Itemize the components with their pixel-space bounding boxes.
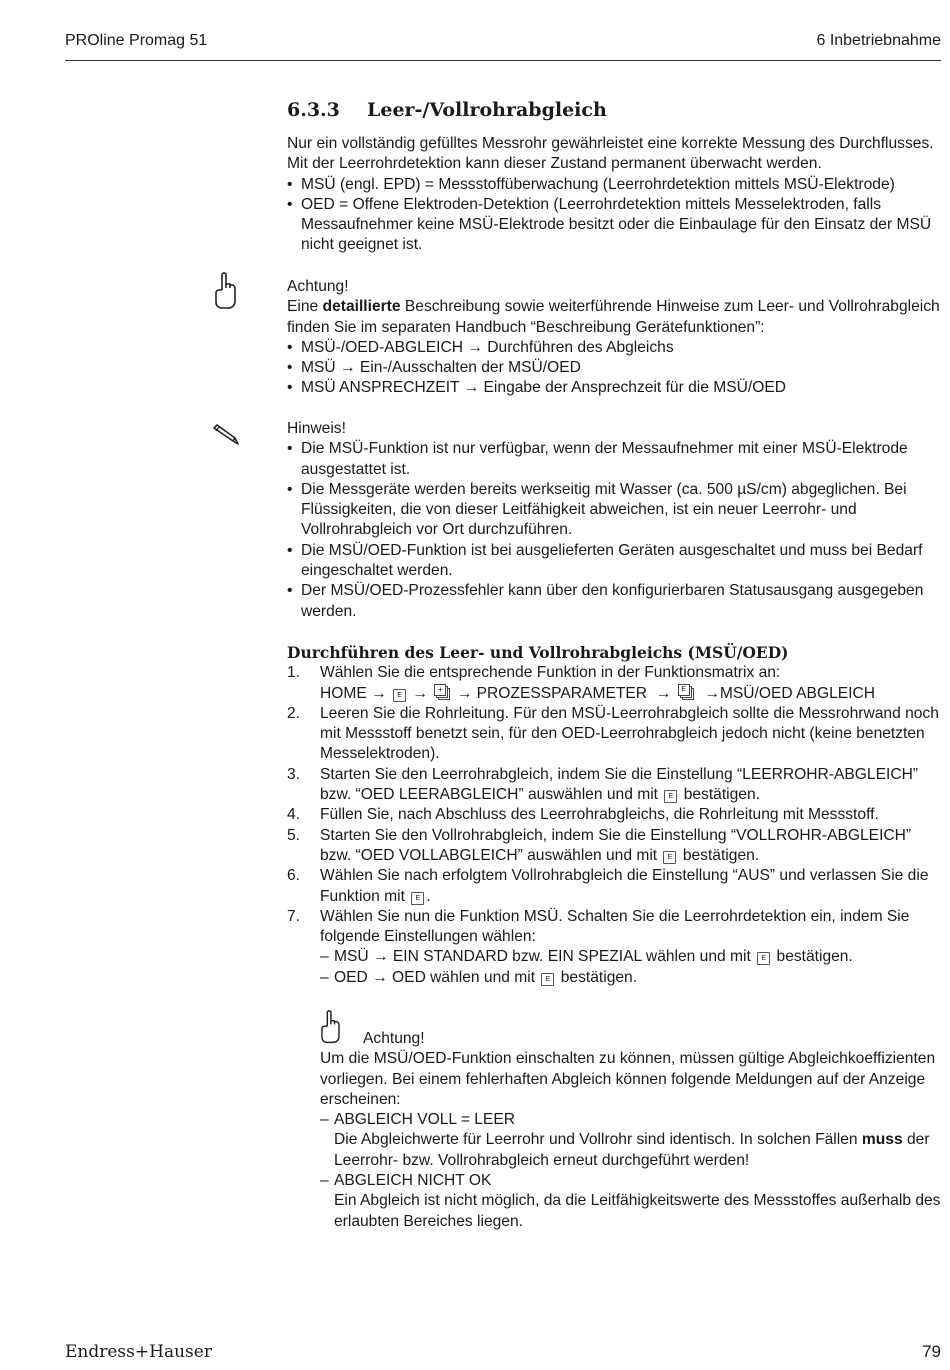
section-number: 6.3.3	[287, 99, 340, 121]
note-bullets	[287, 439, 942, 622]
step-4: 4. Füllen Sie, nach Abschluss des Leerrohrabgleichs, die Rohrleitung mit Messstoff.	[287, 806, 879, 824]
procedure-block	[287, 643, 942, 988]
list-item: • MSÜ-/OED-ABGLEICH → Durchführen des Abgleichs	[287, 338, 942, 358]
caution-label: Achtung!	[363, 1030, 425, 1047]
step-7: 7. Wählen Sie nun die Funktion MSÜ. Schalten Sie die Leerrohrdetektion ein, indem Sie folgende Einstellungen wählen: – MSÜ → EIN STANDARD bzw. EIN SPEZIAL wählen und mit E bestätigen. – OED → OED wählen und mit E bestätigen.	[287, 907, 942, 988]
note-label: Hinweis!	[287, 420, 346, 437]
caution-text: Eine detaillierte Beschreibung sowie weiterführende Hinweise zum Leer- und Vollrohrabgleich finden Sie im separaten Handbuch “Beschreibung Gerätefunktionen”:	[287, 298, 940, 336]
list-item: • Der MSÜ/OED-Prozessfehler kann über den konfigurierbaren Statusausgang ausgegeben werden.	[287, 581, 942, 622]
enter-key-icon: E	[393, 689, 406, 702]
pencil-icon	[211, 424, 241, 446]
intro-bullets	[287, 175, 942, 256]
dash-item: – ABGLEICH VOLL = LEER	[320, 1110, 942, 1130]
list-item: • MSÜ (engl. EPD) = Messstoffüberwachung (Leerrohrdetektion mittels MSÜ-Elektrode)	[287, 175, 942, 195]
enter-key-icon: E	[663, 851, 676, 864]
header-chapter: 6 Inbetriebnahme	[816, 32, 941, 49]
dash-item: – MSÜ → EIN STANDARD bzw. EIN SPEZIAL wählen und mit E bestätigen.	[320, 947, 942, 967]
dash-item: – ABGLEICH NICHT OK	[320, 1171, 942, 1191]
intro-text: Nur ein vollständig gefülltes Messrohr gewährleistet eine korrekte Messung des Durchflusses. Mit der Leerrohrdetektion kann dieser Zustand permanent überwacht werden.	[287, 135, 934, 173]
menu-path: HOME → E → + → PROZESSPARAMETER → E →MSÜ/OED ABGLEICH	[320, 684, 876, 702]
footer-company: Endress+Hauser	[65, 1342, 212, 1362]
list-item: • OED = Offene Elektroden-Detektion (Leerrohrdetektion mittels Messelektroden, falls Messaufnehmer keine MSÜ-Elektrode besitzt oder die Einbaulage für den Einsatz der MSÜ nicht geeignet ist.	[287, 195, 942, 256]
caution-block-2	[320, 1029, 942, 1232]
plus-key-stack-icon: +	[434, 685, 450, 699]
list-item: • Die MSÜ/OED-Funktion ist bei ausgelieferten Geräten ausgeschaltet und muss bei Bedarf eingeschaltet werden.	[287, 541, 942, 582]
list-item: • Die Messgeräte werden bereits werkseitig mit Wasser (ca. 500 µS/cm) abgeglichen. Bei Flüssigkeiten, die von dieser Leitfähigkeit abweichen, ist ein neuer Leerrohr- und Vollrohrabgleich vor Ort durchzuführen.	[287, 480, 942, 541]
list-item: • MSÜ → Ein-/Ausschalten der MSÜ/OED	[287, 358, 942, 378]
caution-detail: Ein Abgleich ist nicht möglich, da die Leitfähigkeitswerte des Messstoffes außerhalb des erlaubten Bereiches liegen.	[334, 1192, 941, 1230]
enter-key-icon: E	[411, 892, 424, 905]
step-5: 5. Starten Sie den Vollrohrabgleich, indem Sie die Einstellung “VOLLROHR-ABGLEICH” bzw. “OED VOLLABGLEICH” auswählen und mit E bestätigen.	[287, 826, 912, 864]
dash-item: – OED → OED wählen und mit E bestätigen.	[320, 968, 942, 988]
caution-block-1	[287, 277, 942, 399]
header-rule	[65, 60, 941, 61]
section-heading	[287, 99, 607, 121]
note-block	[287, 419, 942, 622]
list-item: • Die MSÜ-Funktion ist nur verfügbar, wenn der Messaufnehmer mit einer MSÜ-Elektrode ausgestattet ist.	[287, 439, 942, 480]
step-1: 1. Wählen Sie die entsprechende Funktion in der Funktionsmatrix an: HOME → E → + → PROZESSPARAMETER → E →MSÜ/OED ABGLEICH	[287, 664, 876, 702]
enter-key-stack-icon: E	[678, 685, 694, 699]
caution-text: Um die MSÜ/OED-Funktion einschalten zu können, müssen gültige Abgleichkoeffizienten vorliegen. Bei einem fehlerhaften Abgleich können folgende Meldungen auf der Anzeige erscheinen:	[320, 1050, 936, 1108]
page-number: 79	[922, 1342, 941, 1361]
list-item: • MSÜ ANSPRECHZEIT → Eingabe der Ansprechzeit für die MSÜ/OED	[287, 378, 942, 398]
header-title: PROline Promag 51	[65, 32, 208, 49]
caution-bullets	[287, 338, 942, 399]
section-title: Leer-/Vollrohrabgleich	[367, 99, 607, 121]
enter-key-icon: E	[541, 973, 554, 986]
step-2: 2. Leeren Sie die Rohrleitung. Für den MSÜ-Leerrohrabgleich sollte die Messrohrwand noch mit Messstoff benetzt sein, für den OED-Leerrohrabgleich jedoch nicht (keine benetzten Messelektroden).	[287, 704, 939, 763]
enter-key-icon: E	[664, 790, 677, 803]
pointing-hand-icon	[212, 272, 238, 312]
intro-block	[287, 134, 942, 256]
step-6: 6. Wählen Sie nach erfolgtem Vollrohrabgleich die Einstellung “AUS” und verlassen Sie die Funktion mit E .	[287, 867, 929, 905]
procedure-steps	[287, 663, 942, 988]
procedure-title: Durchführen des Leer- und Vollrohrabgleichs (MSÜ/OED)	[287, 643, 789, 662]
caution-label: Achtung!	[287, 278, 349, 295]
enter-key-icon: E	[757, 952, 770, 965]
caution-detail: Die Abgleichwerte für Leerrohr und Vollrohr sind identisch. In solchen Fällen muss der Leerrohr- bzw. Vollrohrabgleich erneut durchgeführt werden!	[334, 1131, 930, 1169]
step-3: 3. Starten Sie den Leerrohrabgleich, indem Sie die Einstellung “LEERROHR-ABGLEICH” bzw. “OED LEERABGLEICH” auswählen und mit E bestätigen.	[287, 765, 919, 804]
